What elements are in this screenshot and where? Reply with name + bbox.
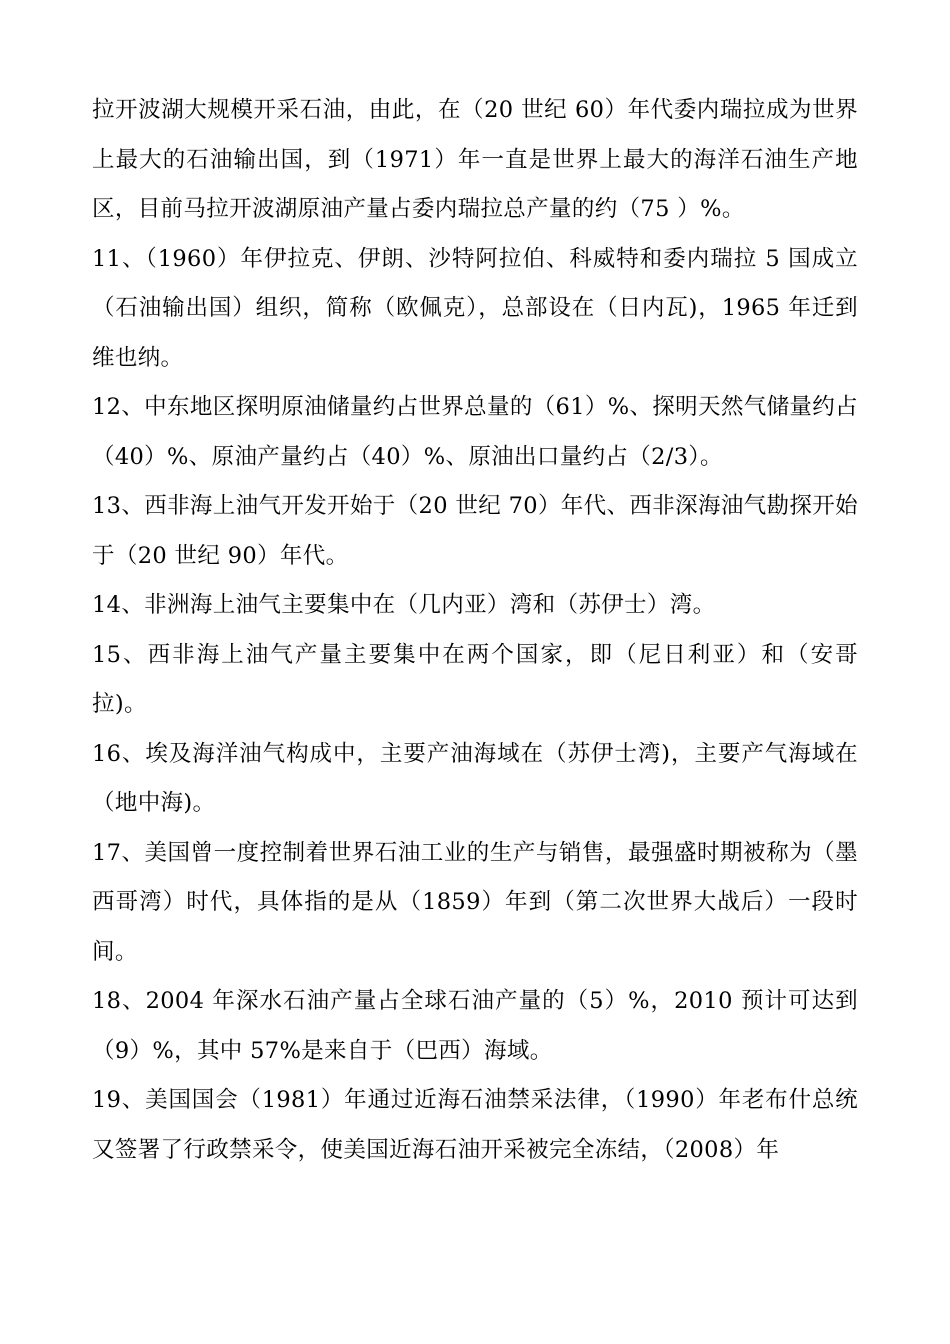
paragraph-13: 13、西非海上油气开发开始于（20 世纪 70）年代、西非深海油气勘探开始于（20 世纪 90）年代。 <box>92 493 858 569</box>
paragraph-11: 11、（1960）年伊拉克、伊朗、沙特阿拉伯、科威特和委内瑞拉 5 国成立（石油输出国）组织，简称（欧佩克），总部设在（日内瓦)，1965 年迁到维也纳。 <box>92 245 858 371</box>
paragraph-17: 17、美国曾一度控制着世界石油工业的生产与销售，最强盛时期被称为（墨西哥湾）时代，具体指的是从（1859）年到（第二次世界大战后）一段时间。 <box>92 839 858 965</box>
paragraph-18: 18、2004 年深水石油产量占全球石油产量的（5）%，2010 预计可达到（9）%，其中 57%是来自于（巴西）海域。 <box>92 988 858 1064</box>
paragraph-15: 15、西非海上油气产量主要集中在两个国家，即（尼日利亚）和（安哥拉)。 <box>92 641 858 717</box>
paragraph-12: 12、中东地区探明原油储量约占世界总量的（61）%、探明天然气储量约占（40）%、原油产量约占（40）%、原油出口量约占（2/3）。 <box>92 394 858 470</box>
paragraph-10-continued: 拉开波湖大规模开采石油，由此，在（20 世纪 60）年代委内瑞拉成为世界上最大的石油输出国，到（1971）年一直是世界上最大的海洋石油生产地区，目前马拉开波湖原油产量占委内瑞拉总产量的约（75 ）%。 <box>92 97 858 222</box>
paragraph-16: 16、埃及海洋油气构成中，主要产油海域在（苏伊士湾)，主要产气海域在（地中海)。 <box>92 740 858 816</box>
paragraph-14: 14、非洲海上油气主要集中在（几内亚）湾和（苏伊士）湾。 <box>92 592 716 618</box>
document-page <box>92 86 858 1175</box>
paragraph-19: 19、美国国会（1981）年通过近海石油禁采法律，（1990）年老布什总统又签署了行政禁采令，使美国近海石油开采被完全冻结，（2008）年 <box>92 1087 858 1163</box>
